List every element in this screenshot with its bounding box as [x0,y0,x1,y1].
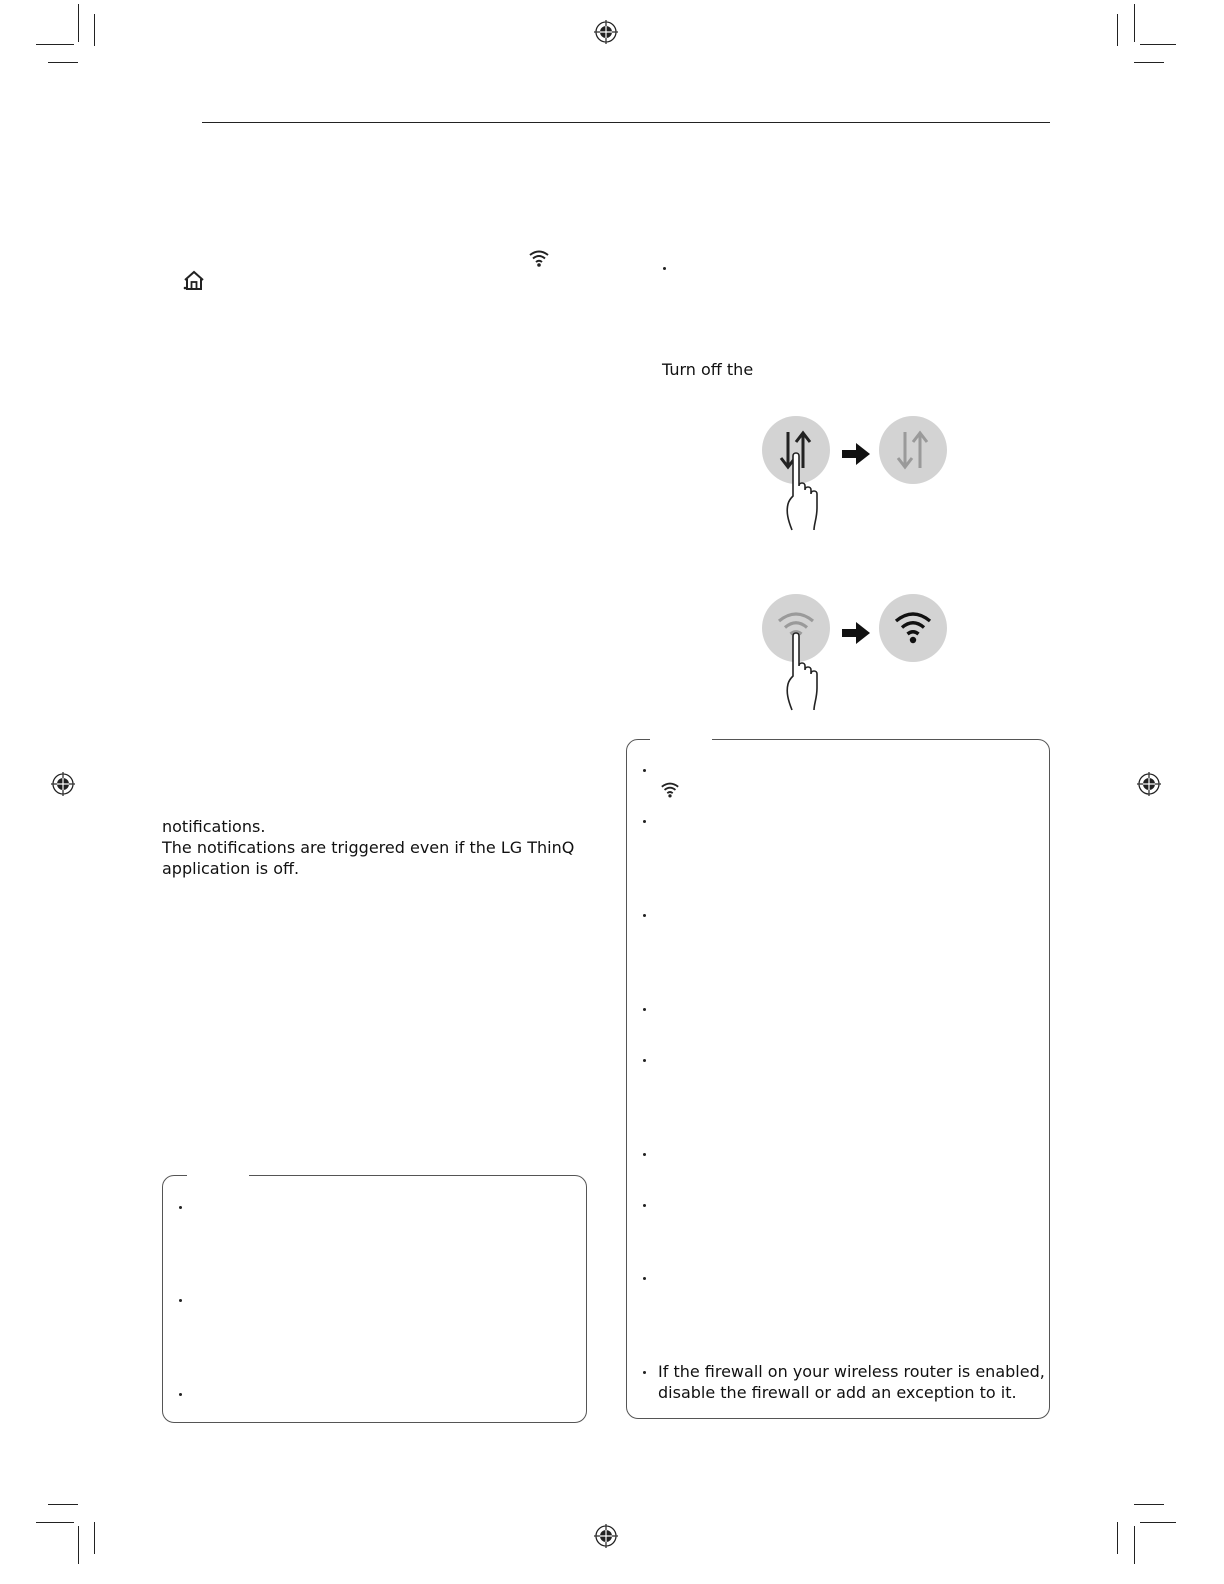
crop-mark [1134,1526,1135,1564]
note-box-tab-gap [187,1173,249,1176]
list-bullet [643,914,646,917]
list-bullet [179,1299,182,1302]
list-bullet [643,1059,646,1062]
mobile-data-icon [893,428,933,472]
list-bullet [643,1277,646,1280]
wifi-icon [528,249,550,267]
crop-mark [1140,1522,1176,1523]
notifications-line: notifications. [162,817,266,836]
list-bullet [179,1393,182,1396]
note-box-left [162,1175,587,1423]
right-arrow-icon [842,443,870,465]
list-bullet [643,1153,646,1156]
notifications-line: application is off. [162,859,300,878]
crop-mark [48,1504,78,1505]
wifi-icon [893,610,933,644]
note-box-tab-gap [650,737,712,740]
turn-off-instruction: Turn off the [662,360,754,379]
crop-mark [1134,4,1135,42]
crop-mark [1117,14,1118,46]
wifi-icon [660,781,680,798]
registration-mark-icon [1137,772,1161,796]
registration-mark-icon [51,772,75,796]
list-bullet [643,1204,646,1207]
home-icon [182,270,206,292]
list-bullet [643,769,646,772]
crop-mark [1134,1504,1164,1505]
registration-mark-icon [594,20,618,44]
header-rule [202,122,1050,123]
crop-mark [36,44,74,45]
crop-mark [48,62,78,63]
list-bullet [179,1206,182,1209]
right-arrow-icon [842,622,870,644]
list-bullet [663,267,666,270]
registration-mark-icon [594,1524,618,1548]
crop-mark [78,4,79,42]
crop-mark [1140,44,1176,45]
list-bullet [643,820,646,823]
firewall-note-line: disable the firewall or add an exception to it. [658,1383,1017,1402]
crop-mark [36,1522,74,1523]
crop-mark [94,1522,95,1554]
crop-mark [1134,62,1164,63]
notifications-line: The notifications are triggered even if the LG ThinQ [162,838,575,857]
hand-pointer-icon [782,446,824,532]
list-bullet [643,1008,646,1011]
hand-pointer-icon [782,626,824,712]
firewall-note-line: If the firewall on your wireless router is enabled, [658,1362,1045,1381]
crop-mark [1117,1522,1118,1554]
note-box-right [626,739,1050,1419]
list-bullet [643,1371,646,1374]
crop-mark [94,14,95,46]
crop-mark [78,1526,79,1564]
